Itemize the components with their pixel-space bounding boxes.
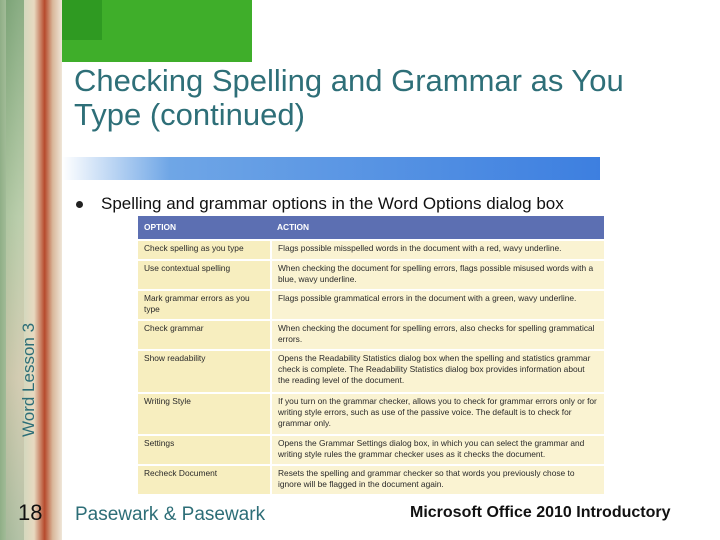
- option-cell: Mark grammar errors as you type: [138, 290, 271, 320]
- green-corner-notch: [62, 0, 102, 40]
- action-cell: Resets the spelling and grammar checker so that words you previously chose to ignore will be flagged in the document again.: [271, 465, 604, 494]
- table-row: [138, 260, 604, 290]
- table-row: [138, 393, 604, 435]
- footer-authors: Pasewark & Pasewark: [75, 504, 266, 525]
- table-row: [138, 435, 604, 465]
- option-cell: Show readability: [138, 350, 271, 393]
- spelling-options-table: [138, 216, 604, 494]
- option-cell: Writing Style: [138, 393, 271, 435]
- slide-title: Checking Spelling and Grammar as You Type (continued): [74, 63, 624, 132]
- bullet-text: Spelling and grammar options in the Word Options dialog box: [101, 194, 564, 213]
- table-row: [138, 320, 604, 350]
- column-header-action: ACTION: [271, 216, 604, 240]
- slide-number: 18: [18, 500, 43, 525]
- option-cell: Settings: [138, 435, 271, 465]
- bullet-dot-icon: [76, 201, 83, 208]
- table-row: [138, 465, 604, 494]
- table-header-row: [138, 216, 604, 240]
- footer-book-title: Microsoft Office 2010 Introductory: [410, 504, 671, 521]
- lesson-vertical-label: Word Lesson 3: [19, 322, 38, 437]
- column-header-option: OPTION: [138, 216, 271, 240]
- table-row: [138, 350, 604, 393]
- option-cell: Use contextual spelling: [138, 260, 271, 290]
- green-corner-block: [62, 0, 252, 62]
- action-cell: Opens the Grammar Settings dialog box, in which you can select the grammar and writing style rules the grammar checker uses as it checks the document.: [271, 435, 604, 465]
- action-cell: Flags possible misspelled words in the document with a red, wavy underline.: [271, 240, 604, 260]
- option-cell: Recheck Document: [138, 465, 271, 494]
- table-row: [138, 290, 604, 320]
- bullet-item: [74, 193, 674, 215]
- title-divider-bar: [62, 157, 600, 180]
- option-cell: Check grammar: [138, 320, 271, 350]
- action-cell: When checking the document for spelling errors, flags possible misused words with a blue, wavy underline.: [271, 260, 604, 290]
- action-cell: If you turn on the grammar checker, allows you to check for grammar errors only or for writing style errors, such as use of the passive voice. The default is to check for grammar only.: [271, 393, 604, 435]
- table-row: [138, 240, 604, 260]
- action-cell: Opens the Readability Statistics dialog box when the spelling and statistics grammar check is complete. The Readability Statistics dialog box provides information about the reading level of the document.: [271, 350, 604, 393]
- action-cell: When checking the document for spelling errors, also checks for spelling grammatical errors.: [271, 320, 604, 350]
- option-cell: Check spelling as you type: [138, 240, 271, 260]
- action-cell: Flags possible grammatical errors in the document with a green, wavy underline.: [271, 290, 604, 320]
